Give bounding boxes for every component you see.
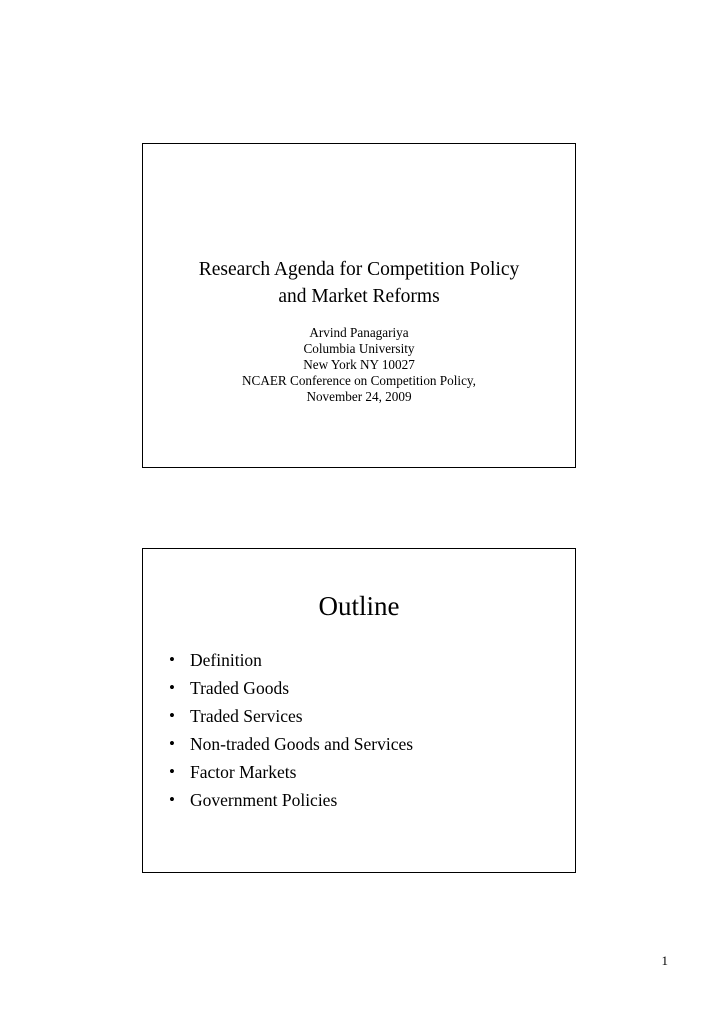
bullet-icon: • (169, 734, 175, 753)
bullet-icon: • (169, 762, 175, 781)
list-item-label: Traded Goods (190, 678, 290, 698)
conference-name: NCAER Conference on Competition Policy, (242, 373, 476, 388)
list-item (169, 646, 413, 674)
list-item (169, 674, 413, 702)
author-location: New York NY 10027 (303, 357, 415, 372)
list-item (169, 758, 413, 786)
conference-date: November 24, 2009 (306, 389, 412, 404)
title-line: Research Agenda for Competition Policy (198, 259, 520, 280)
author-affiliation: Columbia University (303, 341, 415, 356)
outline-title: Outline (318, 591, 400, 621)
title-line: and Market Reforms (278, 286, 440, 307)
slide-title (142, 143, 576, 468)
bullet-icon: • (169, 650, 175, 669)
author-details (143, 325, 575, 405)
bullet-icon: • (169, 790, 175, 809)
list-item (169, 786, 413, 814)
list-item-label: Factor Markets (190, 762, 297, 782)
list-item-label: Traded Services (190, 706, 303, 726)
list-item-label: Non-traded Goods and Services (190, 734, 414, 754)
bullet-icon: • (169, 706, 175, 725)
slide-outline (142, 548, 576, 873)
list-item (169, 702, 413, 730)
outline-list (169, 646, 413, 814)
author-name: Arvind Panagariya (309, 325, 409, 340)
presentation-title (143, 256, 575, 310)
list-item-label: Government Policies (190, 790, 338, 810)
page-number: 1 (661, 953, 668, 968)
bullet-icon: • (169, 678, 175, 697)
list-item-label: Definition (190, 650, 262, 670)
list-item (169, 730, 413, 758)
